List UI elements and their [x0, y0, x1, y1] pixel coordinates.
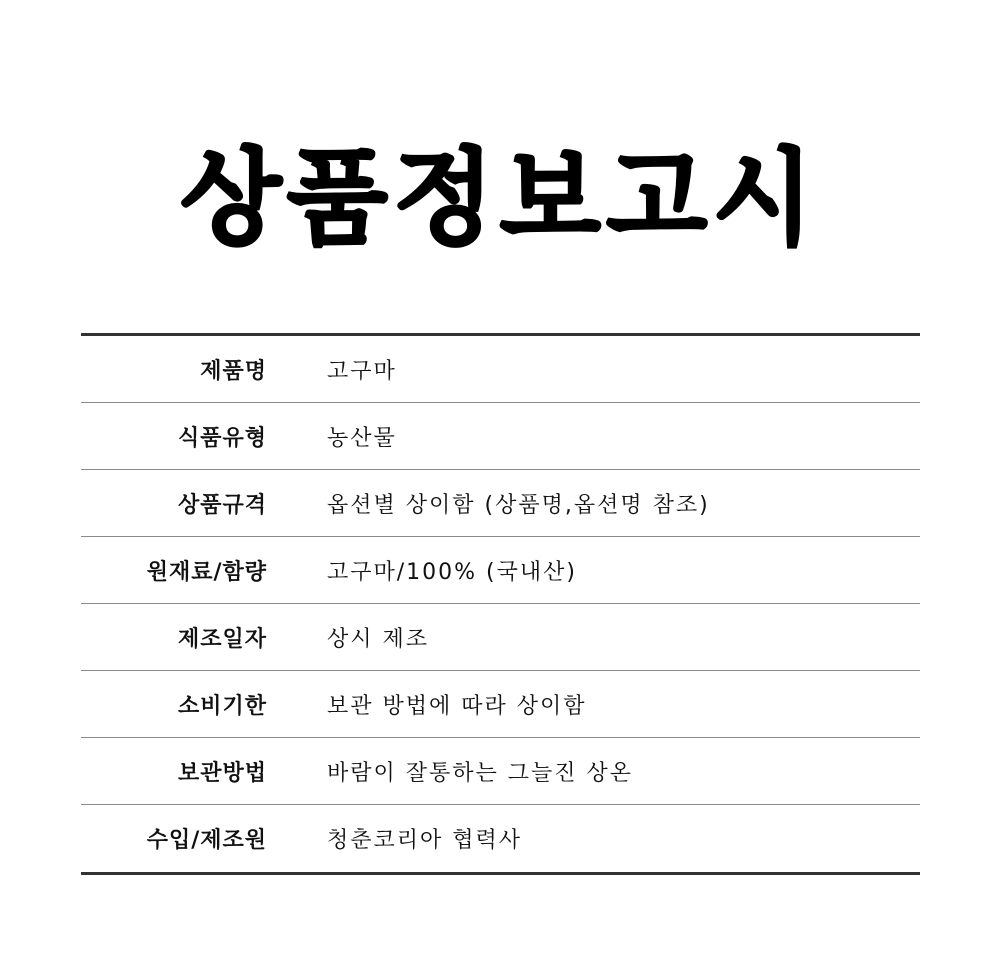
table-row: [81, 738, 920, 805]
product-info-table: [81, 333, 920, 875]
row-label: 수입/제조원: [146, 828, 267, 853]
row-value: 고구마: [327, 358, 397, 384]
row-value: 옵션별 상이함 (상품명,옵션명 참조): [327, 492, 710, 518]
table-row: [81, 336, 920, 403]
table-row: [81, 403, 920, 470]
row-value: 고구마/100% (국내산): [327, 559, 577, 585]
row-label: 제조일자: [177, 626, 267, 652]
row-label: 보관방법: [177, 760, 267, 786]
row-value: 보관 방법에 따라 상이함: [327, 693, 587, 719]
row-label: 상품규격: [177, 492, 267, 518]
table-row: [81, 671, 920, 738]
row-value: 상시 제조: [327, 626, 430, 652]
row-value: 바람이 잘통하는 그늘진 상온: [327, 760, 634, 786]
table-row: [81, 470, 920, 537]
table-row: [81, 604, 920, 671]
table-row: [81, 537, 920, 604]
table-row: [81, 805, 920, 872]
row-value: 청춘코리아 협력사: [327, 828, 523, 853]
row-value: 농산물: [327, 425, 397, 451]
row-label: 제품명: [200, 358, 267, 384]
row-label: 소비기한: [177, 693, 267, 719]
row-label: 식품유형: [177, 425, 267, 451]
row-label: 원재료/함량: [146, 559, 267, 585]
page-title: 상품정보고시: [180, 137, 820, 259]
